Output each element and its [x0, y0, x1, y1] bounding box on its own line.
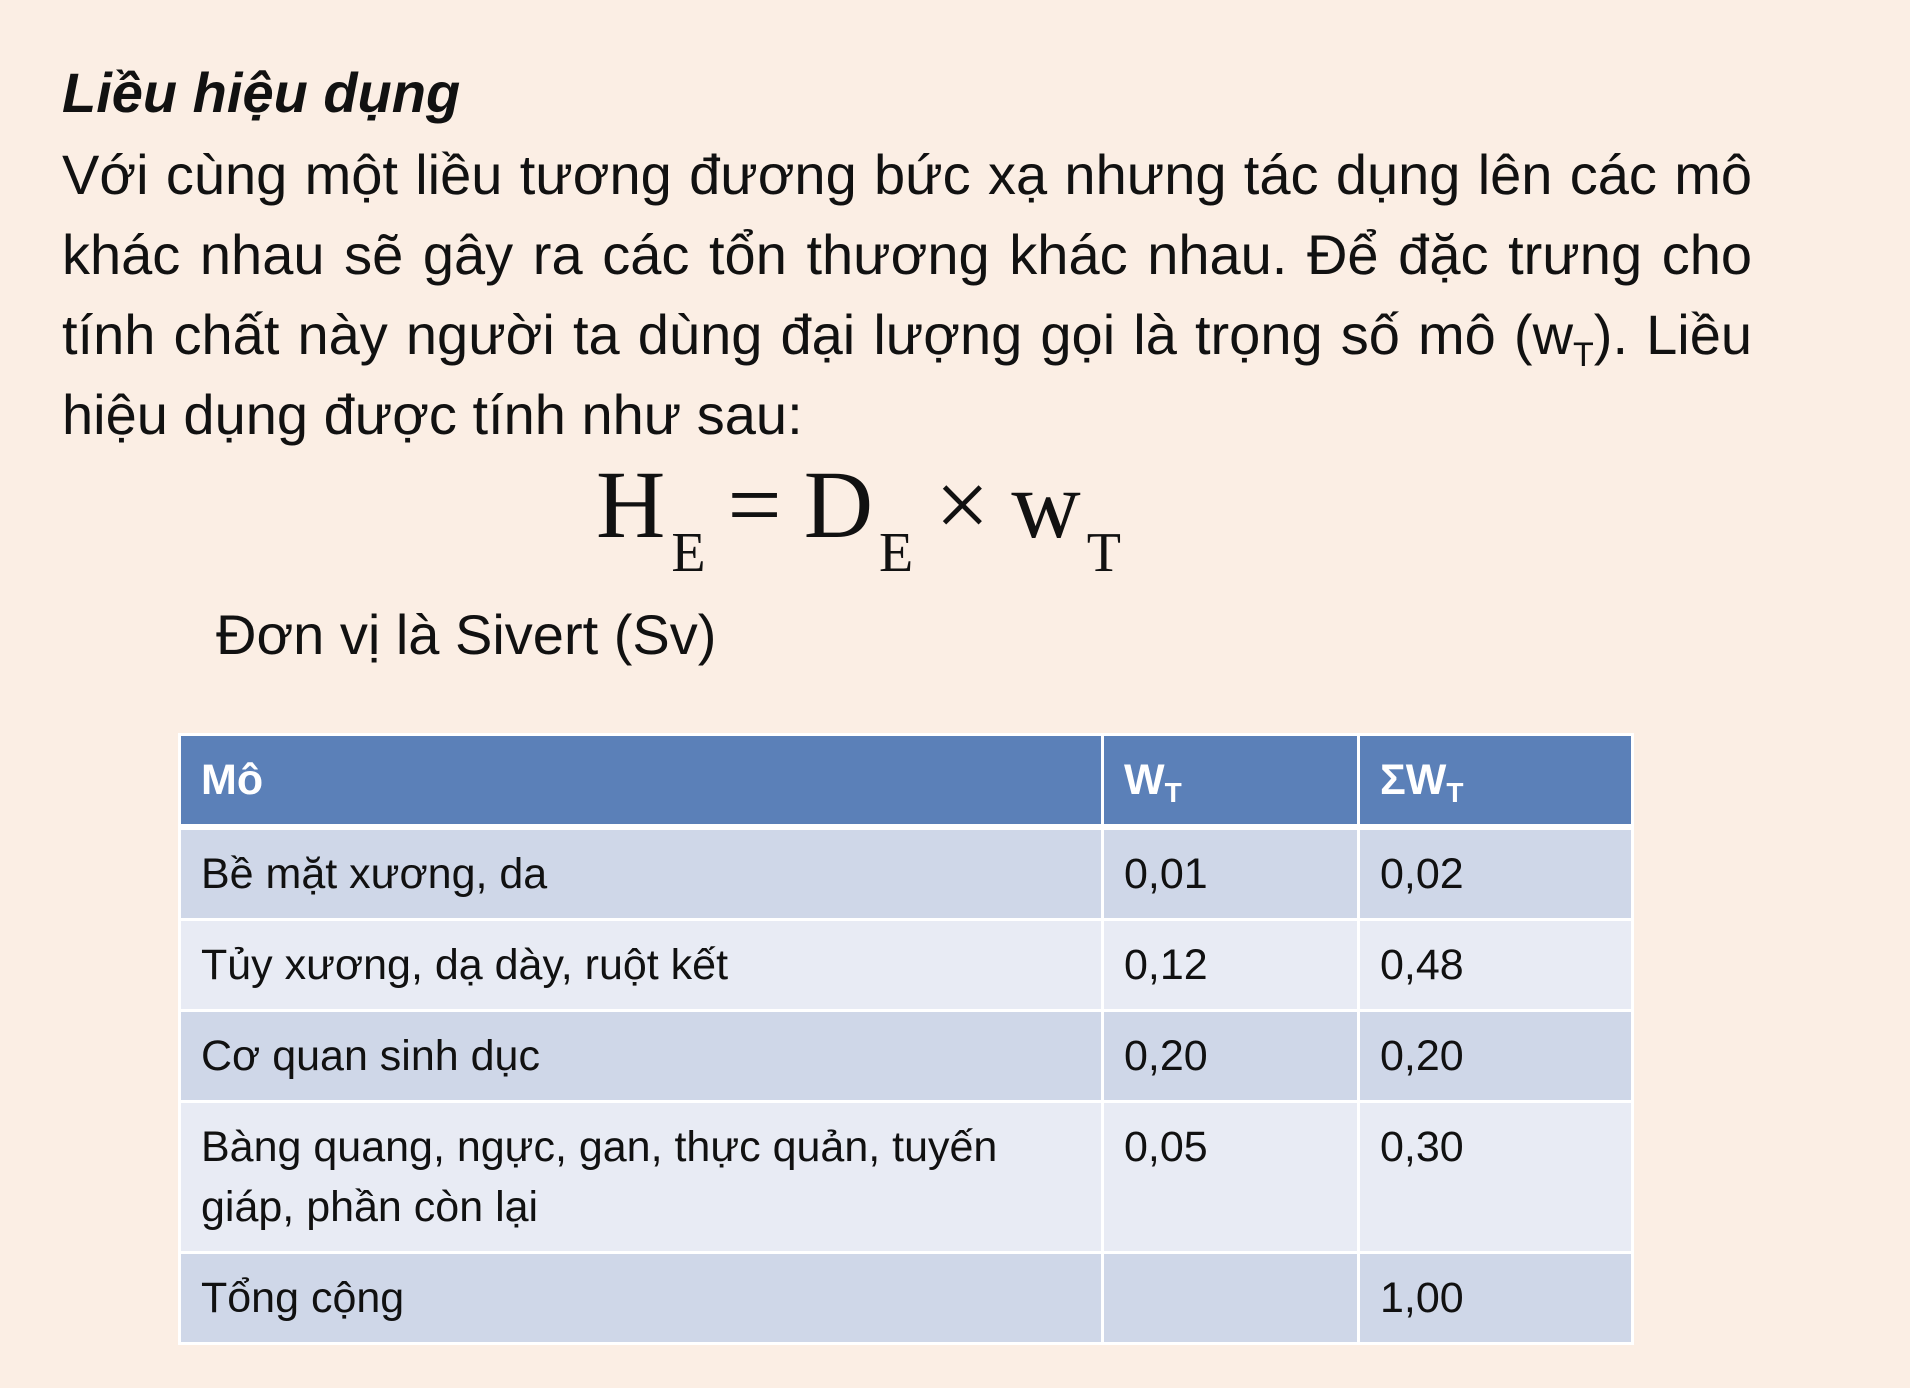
cell-wt: 0,12 — [1103, 920, 1359, 1011]
cell-wt — [1103, 1253, 1359, 1344]
cell-tissue: Tủy xương, dạ dày, ruột kết — [180, 920, 1103, 1011]
tissue-weight-table — [178, 733, 1634, 1345]
formula-term1-subscript: E — [879, 522, 914, 584]
cell-wt: 0,01 — [1103, 827, 1359, 920]
cell-wt: 0,20 — [1103, 1011, 1359, 1102]
cell-sum-wt: 0,20 — [1359, 1011, 1633, 1102]
formula-term2: w — [1011, 451, 1081, 558]
unit-text: Đơn vị là Sivert (Sv) — [216, 603, 717, 666]
table-header-row — [180, 735, 1633, 828]
paragraph-text-before: Với cùng một liều tương đương bức xạ nhưng tác dụng lên các mô khác nhau sẽ gây ra các tổn thương khác nhau. Để đặc trưng cho tính chất này người ta dùng đại lượng gọi là trọng số mô (w — [62, 143, 1752, 366]
cell-sum-wt: 1,00 — [1359, 1253, 1633, 1344]
cell-tissue: Bề mặt xương, da — [180, 827, 1103, 920]
body-paragraph — [62, 135, 1752, 455]
table-row — [180, 827, 1633, 920]
cell-tissue: Tổng cộng — [180, 1253, 1103, 1344]
table-row-total — [180, 1253, 1633, 1344]
paragraph-text-after: ). Liều hiệu dụng được tính như sau: — [62, 303, 1753, 446]
paragraph-subscript: T — [1573, 336, 1594, 374]
slide-heading: Liều hiệu dụng — [62, 61, 461, 124]
table-row — [180, 920, 1633, 1011]
cell-sum-wt: 0,02 — [1359, 827, 1633, 920]
cell-sum-wt: 0,30 — [1359, 1102, 1633, 1253]
formula-term2-subscript: T — [1086, 522, 1121, 584]
formula-term1: D — [803, 451, 874, 558]
effective-dose-formula — [596, 450, 1121, 584]
table-row — [180, 1011, 1633, 1102]
cell-tissue: Cơ quan sinh dục — [180, 1011, 1103, 1102]
header-sum-wt: $\Sigma W_T$ — [1359, 735, 1633, 828]
header-wt: $W_T$ — [1103, 735, 1359, 828]
cell-tissue: Bàng quang, ngực, gan, thực quản, tuyến giáp, phần còn lại — [180, 1102, 1103, 1253]
formula-equals: = — [727, 451, 782, 558]
cell-wt: 0,05 — [1103, 1102, 1359, 1253]
header-tissue: Mô — [180, 735, 1103, 828]
formula-lhs-subscript: E — [671, 522, 706, 584]
table-row — [180, 1102, 1633, 1253]
cell-sum-wt: 0,48 — [1359, 920, 1633, 1011]
formula-lhs: H — [596, 451, 666, 558]
formula-times: × — [935, 451, 990, 558]
